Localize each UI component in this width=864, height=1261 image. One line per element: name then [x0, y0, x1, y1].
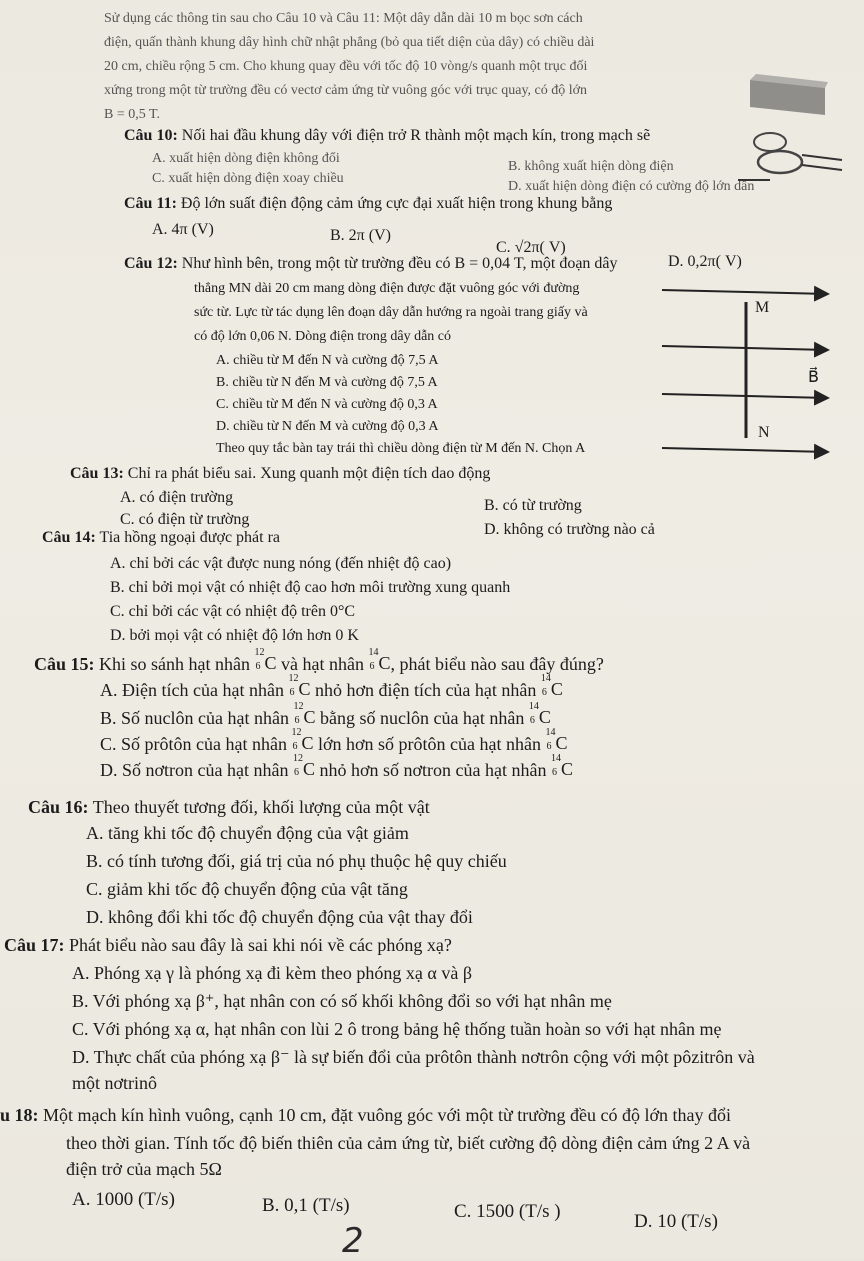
fig-label-m: M	[755, 299, 770, 316]
q13-option-d: D. không có trường nào cả	[484, 521, 655, 538]
q17-option-d-2: một nơtrinô	[72, 1073, 158, 1093]
q16-option-c: C. giảm khi tốc độ chuyển động của vật tăng	[86, 879, 408, 899]
q18-stem-2: theo thời gian. Tính tốc độ biến thiên của cảm ứng từ, biết cường độ dòng điện cảm ứng 2 A và	[66, 1133, 751, 1153]
q17-option-c: C. Với phóng xạ α, hạt nhân con lùi 2 ô trong bảng hệ thống tuần hoàn so với hạt nhân mẹ	[72, 1019, 722, 1039]
q16-option-a: A. tăng khi tốc độ chuyển động của vật giảm	[86, 823, 409, 843]
q15-option-d: D. Số nơtron của hạt nhân 12 6 C nhỏ hơn số nơtron của hạt nhân 14 6 C	[100, 753, 573, 780]
handwritten-mark: 2	[342, 1221, 364, 1261]
q12-option-b: B. chiều từ N đến M và cường độ 7,5 A	[216, 375, 438, 390]
rotating-frame-figure	[730, 60, 850, 190]
q10-option-b: B. không xuất hiện dòng điện	[508, 159, 674, 174]
q10-stem: Câu 10: Nối hai đầu khung dây với điện trở R thành một mạch kín, trong mạch sẽ	[124, 127, 651, 144]
q13-option-b: B. có từ trường	[484, 497, 582, 514]
q18-option-d: D. 10 (T/s)	[634, 1211, 718, 1232]
q14-option-b: B. chỉ bởi mọi vật có nhiệt độ cao hơn môi trường xung quanh	[110, 579, 511, 596]
q12-stem-2: thẳng MN dài 20 cm mang dòng điện được đặt vuông góc với đường	[194, 281, 580, 296]
q15-option-a: A. Điện tích của hạt nhân 12 6 C nhỏ hơn điện tích của hạt nhân 14 6 C	[100, 673, 563, 700]
q18-stem-3: điện trở của mạch 5Ω	[66, 1159, 222, 1179]
q18-option-a: A. 1000 (T/s)	[72, 1189, 175, 1210]
intro-line-1: Sử dụng các thông tin sau cho Câu 10 và Câu 11: Một dây dẫn dài 10 m bọc sơn cách	[104, 11, 583, 26]
q16-stem: Câu 16: Theo thuyết tương đối, khối lượng của một vật	[28, 797, 430, 817]
q12-option-c: C. chiều từ M đến N và cường độ 0,3 A	[216, 397, 438, 412]
q10-option-a: A. xuất hiện dòng điện không đổi	[152, 151, 340, 166]
q10-option-d: D. xuất hiện dòng điện có cường độ lớn dần	[508, 179, 755, 194]
intro-line-4: xứng trong một từ trường đều có vectơ cảm ứng từ vuông góc với trục quay, có độ lớn	[104, 83, 588, 98]
q12-stem-1: Câu 12: Như hình bên, trong một từ trường đều có B = 0,04 T, một đoạn dây	[124, 255, 618, 272]
q13-option-a: A. có điện trường	[120, 489, 234, 506]
q14-option-d: D. bởi mọi vật có nhiệt độ lớn hơn 0 K	[110, 627, 359, 644]
q14-option-a: A. chỉ bởi các vật được nung nóng (đến nhiệt độ cao)	[110, 555, 452, 572]
fig-label-b: B⃗	[808, 369, 819, 386]
intro-line-5: B = 0,5 T.	[104, 107, 160, 122]
nuclide-c12: 12 6 C	[254, 647, 277, 673]
intro-line-3: 20 cm, chiều rộng 5 cm. Cho khung quay đều với tốc độ 10 vòng/s quanh một trục đối	[104, 59, 588, 74]
q11-option-c: C. √2π( V)	[496, 239, 566, 256]
intro-line-2: điện, quấn thành khung dây hình chữ nhật phẳng (bỏ qua tiết diện của dây) có chiều dài	[104, 35, 595, 50]
q13-stem: Câu 13: Chỉ ra phát biểu sai. Xung quanh một điện tích dao động	[70, 465, 491, 482]
q17-stem: Câu 17: Phát biểu nào sau đây là sai khi nói về các phóng xạ?	[4, 935, 452, 955]
q10-option-c: C. xuất hiện dòng điện xoay chiều	[152, 171, 344, 186]
q18-option-c: C. 1500 (T/s )	[454, 1201, 561, 1222]
nuclide-c14: 14 6 C	[368, 647, 391, 673]
q12-option-d: D. chiều từ N đến M và cường độ 0,3 A	[216, 419, 439, 434]
q13-option-c: C. có điện từ trường	[120, 511, 250, 528]
q16-option-b: B. có tính tương đối, giá trị của nó phụ thuộc hệ quy chiếu	[86, 851, 507, 871]
q14-stem: Câu 14: Tia hồng ngoại được phát ra	[42, 529, 281, 546]
q16-option-d: D. không đổi khi tốc độ chuyển động của vật thay đổi	[86, 907, 473, 927]
q18-option-b: B. 0,1 (T/s)	[262, 1195, 350, 1216]
q17-option-b: B. Với phóng xạ β⁺, hạt nhân con có số khối không đổi so với hạt nhân mẹ	[72, 991, 612, 1011]
q12-option-a: A. chiều từ M đến N và cường độ 7,5 A	[216, 353, 439, 368]
q11-option-d: D. 0,2π( V)	[668, 253, 742, 270]
fig-label-n: N	[758, 424, 770, 441]
q15-option-b: B. Số nuclôn của hạt nhân 12 6 C bằng số nuclôn của hạt nhân 14 6 C	[100, 701, 551, 728]
q11-option-b: B. 2π (V)	[330, 227, 391, 244]
q14-option-c: C. chỉ bởi các vật có nhiệt độ trên 0°C	[110, 603, 356, 620]
q11-stem: Câu 11: Độ lớn suất điện động cảm ứng cực đại xuất hiện trong khung bằng	[124, 195, 613, 212]
q12-stem-4: có độ lớn 0,06 N. Dòng điện trong dây dẫn có	[194, 329, 452, 344]
q12-stem-3: sức từ. Lực từ tác dụng lên đoạn dây dẫn hướng ra ngoài trang giấy và	[194, 305, 588, 320]
q15-stem: Câu 15: Khi so sánh hạt nhân 12 6 C và hạt nhân 14 6 C , phát biểu nào sau đây đúng?	[34, 647, 604, 674]
q11-option-a: A. 4π (V)	[152, 221, 214, 238]
q17-option-a: A. Phóng xạ γ là phóng xạ đi kèm theo phóng xạ α và β	[72, 963, 472, 983]
q18-stem-1: u 18: Một mạch kín hình vuông, cạnh 10 cm, đặt vuông góc với một từ trường đều có độ lớn thay đổi	[0, 1105, 731, 1125]
q17-option-d-1: D. Thực chất của phóng xạ β⁻ là sự biến đổi của prôtôn thành nơtrôn cộng với một pôzitrôn và	[72, 1047, 755, 1067]
q12-answer-note: Theo quy tắc bàn tay trái thì chiều dòng điện từ M đến N. Chọn A	[216, 441, 586, 456]
q15-option-c: C. Số prôtôn của hạt nhân 12 6 C lớn hơn số prôtôn của hạt nhân 14 6 C	[100, 727, 568, 754]
